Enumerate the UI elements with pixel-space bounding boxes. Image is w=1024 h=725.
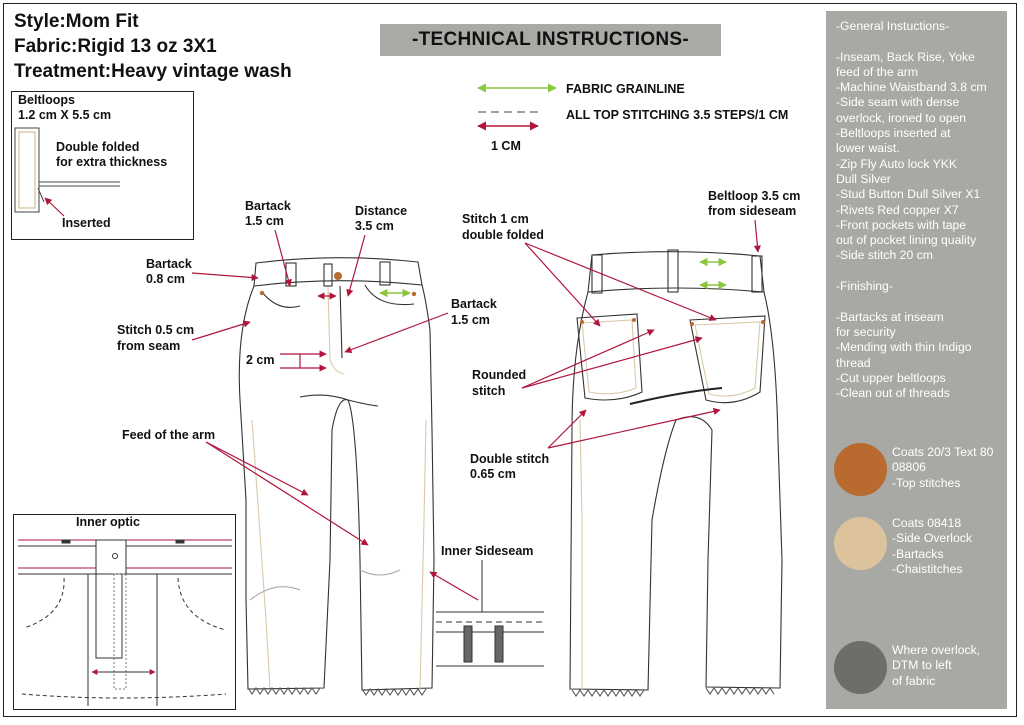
double-stitch-label-1: Double stitch	[470, 452, 550, 466]
distance-label-1: Distance	[355, 204, 408, 218]
thread-2-line-4: -Chaistitches	[892, 561, 963, 576]
thread-swatch-1	[834, 443, 887, 496]
general-instruction-line: -Beltloops inserted at	[836, 126, 951, 141]
inner-sideseam-drawing	[436, 560, 544, 666]
thread-2-text	[892, 516, 1004, 577]
general-instruction-line: out of pocket lining quality	[836, 233, 977, 248]
general-instruction-line: Dull Silver	[836, 171, 891, 186]
beltloop-detail-drawing	[15, 128, 120, 216]
thread-3-line-2: DTM to left	[892, 658, 952, 673]
two-cm-label: 2 cm	[246, 353, 275, 367]
thread-1-text	[892, 445, 1004, 491]
rounded-stitch-label-2: stitch	[472, 384, 506, 398]
general-instruction-line: -Side seam with dense	[836, 95, 960, 110]
stitch-1cm-label-2: double folded	[462, 228, 544, 242]
legend-grainline-label: FABRIC GRAINLINE	[566, 82, 685, 96]
finishing-instruction-line: -Clean out of threads	[836, 386, 950, 401]
general-title: -General Instuctions-	[836, 19, 950, 33]
finishing-instruction-line: -Cut upper beltloops	[836, 370, 946, 385]
bartack-08-label-2: 0.8 cm	[146, 272, 185, 286]
general-instruction-line: -Side stitch 20 cm	[836, 248, 933, 263]
stitch-05-label-2: from seam	[117, 339, 181, 353]
thread-2-line-2: -Side Overlock	[892, 531, 972, 546]
general-instruction-line: -Zip Fly Auto lock YKK	[836, 156, 958, 171]
finishing-instruction-line: -Mending with thin Indigo	[836, 340, 972, 355]
general-instruction-line: -Rivets Red copper X7	[836, 202, 959, 217]
general-instruction-line: -Machine Waistband 3.8 cm	[836, 80, 987, 95]
beltloops-note-1: Double folded	[56, 140, 140, 154]
thread-2-line-3: -Bartacks	[892, 546, 944, 561]
finishing-instructions-list	[836, 310, 1006, 402]
bartack-fly-label-2: 1.5 cm	[451, 313, 490, 327]
inner-sideseam-label: Inner Sideseam	[441, 544, 534, 558]
finishing-instruction-line: thread	[836, 355, 871, 370]
bartack-08-label-1: Bartack	[146, 257, 192, 271]
general-instruction-line: -Inseam, Back Rise, Yoke	[836, 49, 975, 64]
stitch-05-label-1: Stitch 0.5 cm	[117, 323, 195, 337]
beltloops-note-2: for extra thickness	[56, 155, 168, 169]
bartack-fly-label-1: Bartack	[451, 297, 497, 311]
general-instruction-line: -Stud Button Dull Silver X1	[836, 187, 981, 202]
general-instruction-line: lower waist.	[836, 141, 900, 156]
beltloop-label-1: Beltloop 3.5 cm	[708, 189, 801, 203]
treatment-label: Treatment:Heavy vintage wash	[14, 61, 292, 82]
thread-3-line-3: of fabric	[892, 673, 936, 688]
thread-1-line-3: -Top stitches	[892, 475, 961, 490]
front-bartack-15-label-2: 1.5 cm	[245, 214, 284, 228]
double-stitch-label-2: 0.65 cm	[470, 467, 516, 481]
back-callout-arrows	[522, 220, 758, 448]
thread-2-line-1: Coats 08418	[892, 516, 962, 530]
stitch-1cm-label-1: Stitch 1 cm	[462, 212, 529, 226]
beltloops-title: Beltloops	[18, 93, 75, 107]
general-instruction-line: overlock, ironed to open	[836, 110, 967, 125]
finishing-instruction-line: for security	[836, 324, 896, 339]
distance-label-2: 3.5 cm	[355, 219, 394, 233]
thread-3-text	[892, 643, 1004, 689]
inner-optic-title: Inner optic	[76, 515, 140, 529]
general-instruction-line: feed of the arm	[836, 64, 918, 79]
finishing-instruction-line: -Bartacks at inseam	[836, 309, 944, 324]
thread-swatch-2	[834, 517, 887, 570]
thread-1-line-2: 08806	[892, 460, 926, 475]
fabric-label: Fabric:Rigid 13 oz 3X1	[14, 36, 217, 57]
front-jeans-drawing	[239, 258, 434, 695]
legend-topstitching-label: ALL TOP STITCHING 3.5 STEPS/1 CM	[566, 108, 789, 122]
finishing-title: -Finishing-	[836, 279, 893, 294]
page-title: -TECHNICAL INSTRUCTIONS-	[380, 24, 721, 56]
thread-1-line-1: Coats 20/3 Text 80	[892, 445, 994, 459]
beltloop-label-2: from sideseam	[708, 204, 797, 218]
inner-optic-drawing	[18, 540, 232, 706]
feed-arm-label: Feed of the arm	[122, 428, 216, 442]
legend-one-cm-label: 1 CM	[491, 139, 521, 153]
style-label: Style:Mom Fit	[14, 11, 139, 32]
rounded-stitch-label-1: Rounded	[472, 368, 527, 382]
beltloops-size: 1.2 cm X 5.5 cm	[18, 108, 112, 122]
general-instructions-list	[836, 50, 1006, 264]
beltloops-inserted: Inserted	[62, 216, 111, 230]
instructions-panel	[826, 11, 1007, 709]
general-instruction-line: -Front pockets with tape	[836, 217, 967, 232]
back-jeans-drawing	[570, 250, 782, 696]
thread-swatch-3	[834, 641, 887, 694]
front-bartack-15-label-1: Bartack	[245, 199, 291, 213]
thread-3-line-1: Where overlock,	[892, 643, 981, 657]
